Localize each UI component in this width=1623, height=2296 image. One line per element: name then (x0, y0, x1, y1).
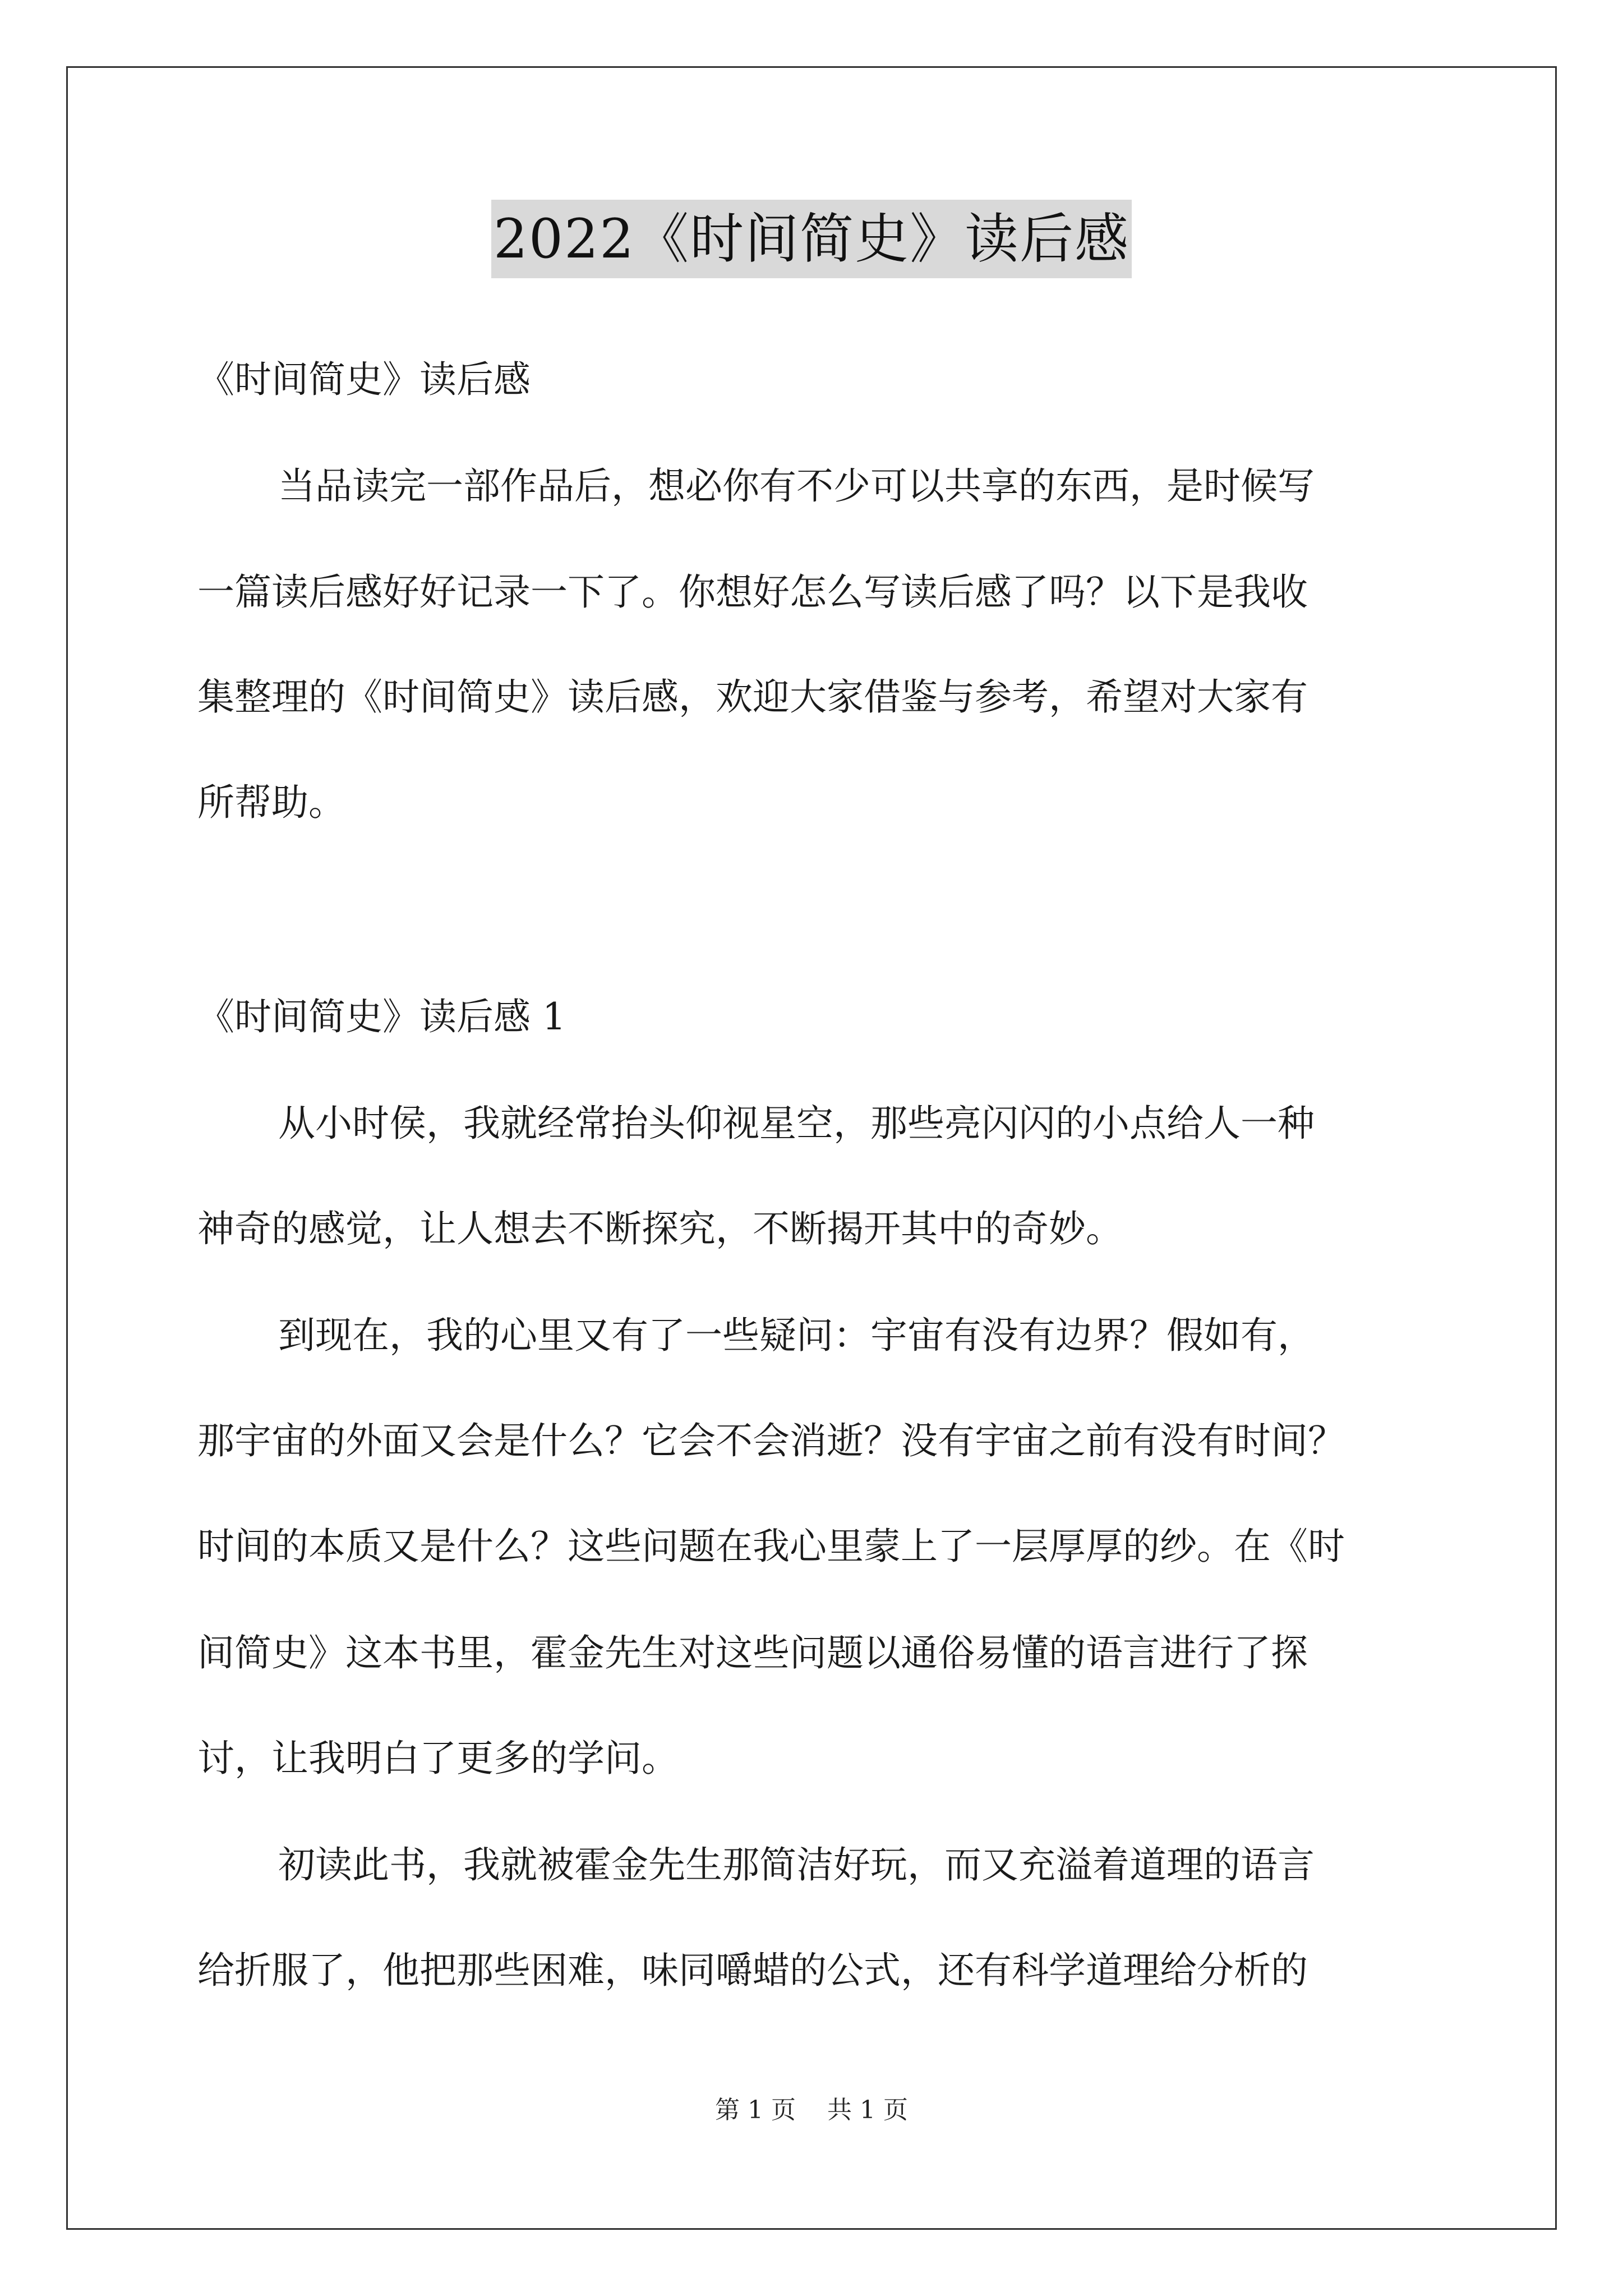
paragraph-line: 从小时侯，我就经常抬头仰视星空，那些亮闪闪的小点给人一种 (278, 1102, 1315, 1145)
paragraph-line: 间简史》这本书里，霍金先生对这些问题以通俗易懂的语言进行了探 (197, 1631, 1308, 1674)
paragraph-line: 给折服了，他把那些困难，味同嚼蜡的公式，还有科学道理给分析的 (197, 1949, 1308, 1992)
paragraph-line: 初读此书，我就被霍金先生那简洁好玩，而又充溢着道理的语言 (278, 1843, 1315, 1887)
paragraph-line: 神奇的感觉，让人想去不断探究，不断揭开其中的奇妙。 (197, 1207, 1123, 1250)
page-number-current: 第 1 页 (715, 2096, 796, 2124)
page-number-total: 共 1 页 (827, 2096, 908, 2124)
paragraph-line: 到现在，我的心里又有了一些疑问：宇宙有没有边界？假如有， (278, 1314, 1315, 1357)
paragraph-line: 讨，让我明白了更多的学问。 (197, 1737, 679, 1780)
page-footer (0, 2093, 1623, 2127)
intro-heading: 《时间简史》读后感 (197, 358, 531, 401)
paragraph-line: 那宇宙的外面又会是什么？它会不会消逝？没有宇宙之前有没有时间？ (197, 1419, 1345, 1462)
section1-heading: 《时间简史》读后感 1 (197, 995, 566, 1038)
document-title: 2022《时间简史》读后感 (491, 200, 1132, 278)
paragraph-line: 时间的本质又是什么？这些问题在我心里蒙上了一层厚厚的纱。在《时 (197, 1525, 1345, 1568)
intro-line: 一篇读后感好好记录一下了。你想好怎么写读后感了吗？以下是我收 (197, 570, 1308, 614)
intro-line: 所帮助。 (197, 781, 345, 824)
title-container (0, 200, 1623, 278)
intro-line: 集整理的《时间简史》读后感，欢迎大家借鉴与参考，希望对大家有 (197, 675, 1308, 719)
intro-line: 当品读完一部作品后，想必你有不少可以共享的东西，是时候写 (278, 464, 1315, 508)
